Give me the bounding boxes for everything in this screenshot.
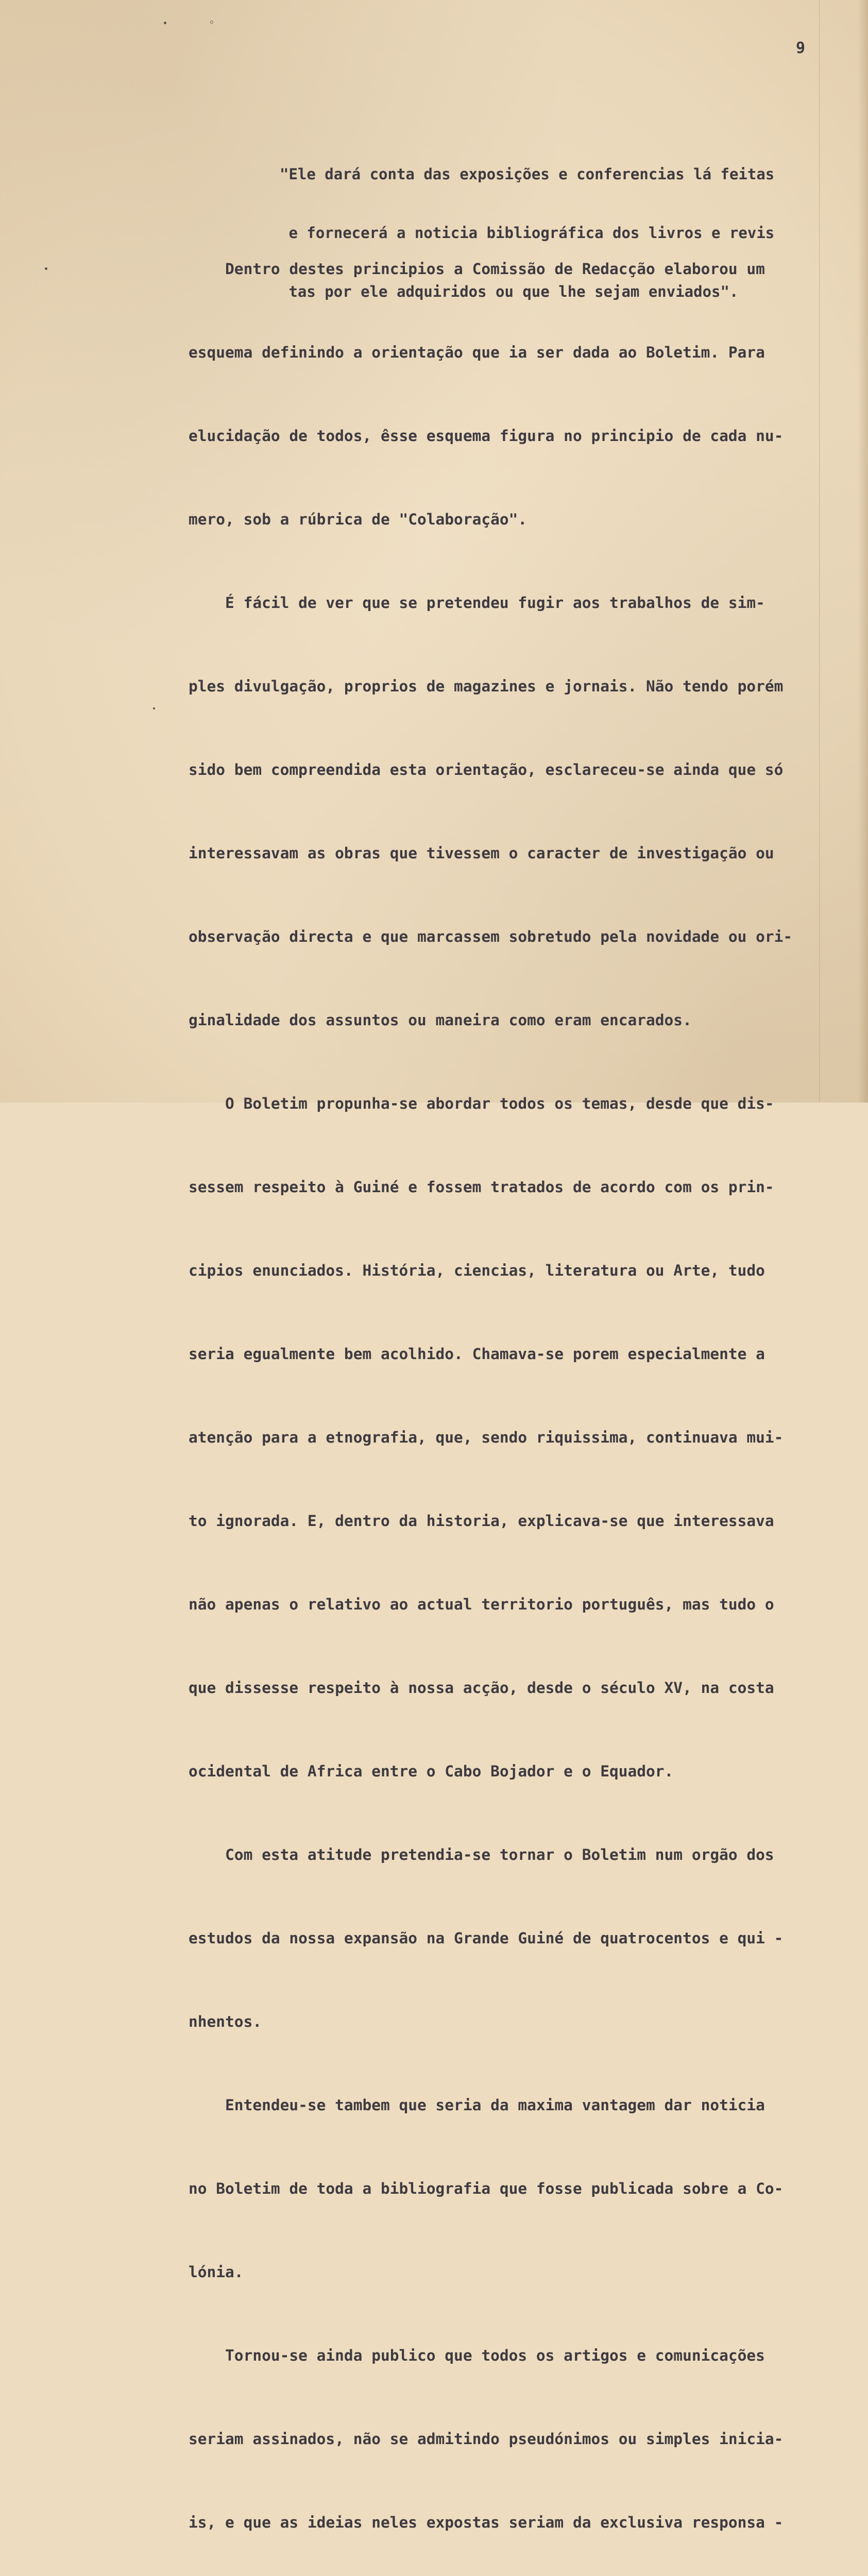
text-line: observação directa e que marcassem sobretudo pela novidade ou ori-: [189, 928, 793, 945]
text-line: esquema definindo a orientação que ia ser dada ao Boletim. Para: [189, 344, 765, 361]
text-line: is, e que as ideias neles expostas seriam da exclusiva responsa -: [189, 2514, 784, 2531]
paper-speck: [153, 707, 155, 709]
text-line: cipios enunciados. História, ciencias, literatura ou Arte, tudo: [189, 1262, 765, 1279]
text-line: seria egualmente bem acolhido. Chamava-se porem especialmente a: [189, 1345, 765, 1363]
paper-speck: [45, 267, 47, 270]
text-line: Com esta atitude pretendia-se tornar o Boletim num orgão dos: [189, 1846, 774, 1863]
text-line: atenção para a etnografia, que, sendo riquissima, continuava mui-: [189, 1429, 784, 1446]
text-line: que dissesse respeito à nossa acção, desde o século XV, na costa: [189, 1679, 774, 1697]
text-line: ginalidade dos assuntos ou maneira como eram encarados.: [189, 1011, 692, 1029]
text-line: Entendeu-se tambem que seria da maxima vantagem dar noticia: [189, 2096, 765, 2114]
page-number: 9: [796, 39, 806, 57]
paper-speck: [164, 22, 166, 24]
text-line: nhentos.: [189, 2013, 262, 2030]
quote-line: e fornecerá a noticia bibliográfica dos livros e revis: [280, 224, 775, 242]
quote-line: tas por ele adquiridos ou que lhe sejam enviados".: [280, 283, 739, 300]
text-line: mero, sob a rúbrica de "Colaboração".: [189, 511, 527, 528]
text-line: to ignorada. E, dentro da historia, explicava-se que interessava: [189, 1512, 774, 1530]
text-line: lónia.: [189, 2263, 244, 2281]
paper-edge-shadow: [858, 0, 868, 1103]
text-line: ples divulgação, proprios de magazines e jornais. Não tendo porém: [189, 677, 784, 695]
text-line: É fácil de ver que se pretendeu fugir aos trabalhos de sim-: [189, 594, 765, 612]
text-line: estudos da nossa expansão na Grande Guiné de quatrocentos e qui -: [189, 1929, 784, 1947]
quote-line: "Ele dará conta das exposições e conferencias lá feitas: [280, 165, 775, 183]
text-line: Dentro destes principios a Comissão de Redacção elaborou um: [189, 260, 765, 278]
text-line: sessem respeito à Guiné e fossem tratados de acordo com os prin-: [189, 1178, 774, 1196]
body-text: [189, 199, 853, 2576]
text-line: no Boletim de toda a bibliografia que fosse publicada sobre a Co-: [189, 2180, 784, 2197]
text-line: Tornou-se ainda publico que todos os artigos e comunicações: [189, 2347, 765, 2364]
text-line: sido bem compreendida esta orientação, esclareceu-se ainda que só: [189, 761, 784, 778]
text-line: não apenas o relativo ao actual territorio português, mas tudo o: [189, 1596, 774, 1613]
text-line: interessavam as obras que tivessem o caracter de investigação ou: [189, 844, 774, 862]
text-line: seriam assinados, não se admitindo pseudónimos ou simples inicia-: [189, 2430, 784, 2448]
text-line: elucidação de todos, êsse esquema figura no principio de cada nu-: [189, 427, 784, 445]
text-line: O Boletim propunha-se abordar todos os temas, desde que dis-: [189, 1095, 774, 1112]
paper-speck: [210, 21, 213, 24]
text-line: ocidental de Africa entre o Cabo Bojador e o Equador.: [189, 1762, 674, 1780]
